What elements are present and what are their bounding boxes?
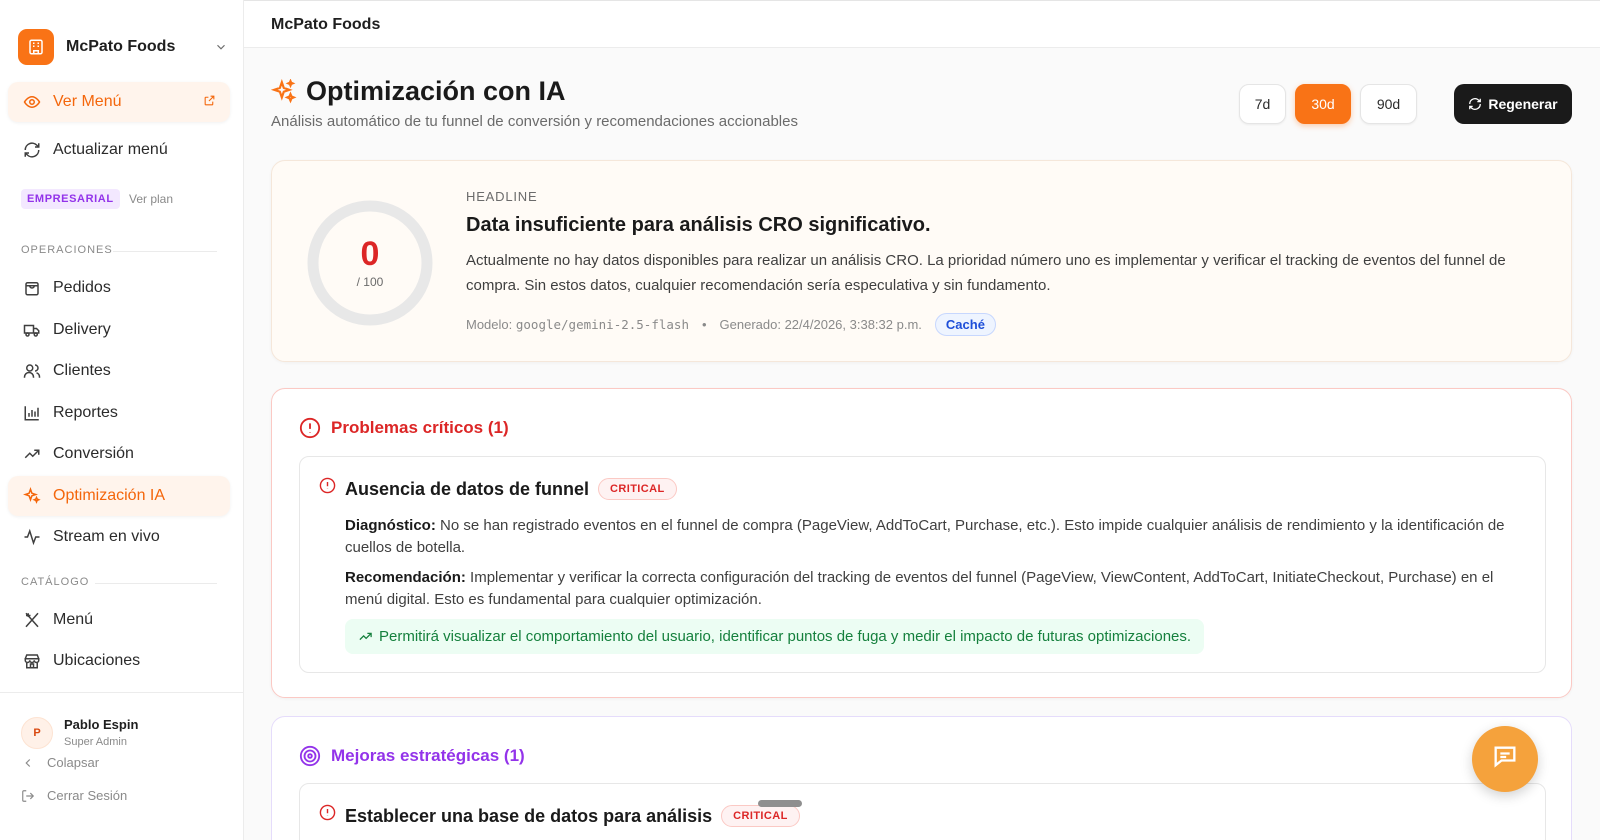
collapse-label: Colapsar: [47, 755, 100, 770]
sidebar: [0, 0, 244, 840]
issue-card: [299, 456, 1546, 673]
chevron-down-icon: [214, 40, 228, 59]
impact-text: Permitirá visualizar el comportamiento del usuario, identificar puntos de fuga y medir el impacto de futuras optimizaciones.: [379, 628, 1192, 645]
issue-title: [345, 478, 677, 500]
diagnosis-label: Diagnóstico:: [345, 517, 436, 534]
range-30d-button[interactable]: 30d: [1295, 84, 1351, 124]
sidebar-item-delivery[interactable]: [8, 310, 230, 350]
sidebar-item-menu[interactable]: [8, 600, 230, 640]
score-max: / 100: [356, 275, 384, 289]
sidebar-item-stream-en-vivo[interactable]: [8, 517, 230, 557]
avatar[interactable]: P: [21, 717, 53, 749]
user-role: Super Admin: [64, 736, 127, 748]
refresh-icon: [1468, 97, 1482, 111]
issue-title-text: Establecer una base de datos para análisis: [345, 805, 713, 826]
sidebar-item-label: Pedidos: [53, 279, 111, 296]
sparkles-icon: [271, 79, 297, 105]
shopping-bag-icon: [22, 278, 42, 298]
headline-title: Data insuficiente para análisis CRO significativo.: [466, 214, 931, 236]
sidebar-item-optimizacion-ia[interactable]: [8, 476, 230, 516]
sidebar-item-pedidos[interactable]: [8, 268, 230, 308]
severity-badge: CRITICAL: [598, 478, 677, 500]
range-7d-button[interactable]: 7d: [1239, 84, 1286, 124]
eye-icon: [22, 92, 42, 112]
sidebar-item-label: Clientes: [53, 362, 111, 379]
ver-menu-link[interactable]: [8, 82, 230, 122]
page-title: [271, 76, 798, 107]
strategic-section-label: Mejoras estratégicas (1): [331, 746, 525, 765]
activity-icon: [22, 527, 42, 547]
chevron-left-icon: [21, 756, 37, 770]
model-label: Modelo:: [466, 317, 513, 332]
brand-switcher[interactable]: [18, 28, 228, 66]
users-icon: [22, 361, 42, 381]
score-value: 0: [360, 235, 380, 273]
sidebar-item-conversion[interactable]: [8, 434, 230, 474]
utensils-icon: [22, 610, 42, 630]
headline-meta: [466, 313, 996, 336]
topbar-title: McPato Foods: [271, 16, 381, 33]
collapse-button[interactable]: [21, 755, 99, 770]
alert-circle-icon: [319, 804, 336, 826]
trending-up-icon: [22, 444, 42, 464]
target-icon: [299, 745, 321, 767]
actualizar-menu-button[interactable]: [8, 130, 230, 170]
sidebar-item-label: Reportes: [53, 404, 118, 421]
cache-badge: Caché: [935, 313, 996, 336]
page-header: [271, 76, 798, 130]
ver-plan-link[interactable]: Ver plan: [129, 192, 174, 206]
severity-badge: CRITICAL: [721, 805, 800, 827]
recommendation-body: Implementar y verificar la correcta configuración del tracking de eventos del funnel (PageView, ViewContent, AddToCart, InitiateCheckout, Purchase) en el menú digital. Esto es fundamental para cualquier optimización.: [345, 569, 1494, 608]
alert-circle-icon: [319, 477, 336, 499]
sidebar-item-label: Optimización IA: [53, 487, 166, 504]
critical-section-label: Problemas críticos (1): [331, 418, 509, 437]
divider: [113, 251, 217, 252]
diagnosis-text: [345, 515, 1515, 559]
critical-problems-card: [271, 388, 1572, 698]
headline-body: Actualmente no hay datos disponibles para realizar un análisis CRO. La prioridad número uno es implementar y verificar el tracking de eventos del funnel de compra. Sin estos datos, cualquier recomendación sería especulativa y sin fundamento.: [466, 252, 1506, 294]
brand-name: McPato Foods: [66, 38, 176, 55]
range-90d-button[interactable]: 90d: [1360, 84, 1417, 124]
sidebar-item-label: Menú: [53, 611, 94, 628]
regenerate-label: Regenerar: [1488, 96, 1558, 112]
logout-button[interactable]: [21, 788, 127, 803]
sparkles-icon: [22, 486, 42, 506]
sidebar-item-reportes[interactable]: [8, 393, 230, 433]
issue-title: [345, 805, 800, 827]
divider: [95, 583, 217, 584]
sidebar-footer: [0, 692, 244, 840]
sidebar-item-label: Delivery: [53, 321, 111, 338]
alert-circle-icon: [299, 417, 321, 439]
diagnosis-body: No se han registrado eventos en el funnel de compra (PageView, AddToCart, Purchase, etc.). Esto impide cualquier análisis de rendimiento y la identificación de cuellos de botella.: [345, 517, 1505, 556]
bar-chart-icon: [22, 403, 42, 423]
chat-icon: [1491, 743, 1519, 776]
store-icon: [22, 651, 42, 671]
page-title-text: Optimización con IA: [306, 76, 566, 106]
drag-handle[interactable]: [758, 800, 802, 807]
headline-label: HEADLINE: [466, 189, 538, 204]
chat-button[interactable]: [1472, 726, 1538, 792]
generated-at: Generado: 22/4/2026, 3:38:32 p.m.: [719, 317, 922, 332]
refresh-icon: [22, 140, 42, 160]
section-label-operaciones: OPERACIONES: [21, 244, 113, 256]
external-link-icon: [203, 94, 216, 112]
recommendation-label: Recomendación:: [345, 569, 466, 586]
issue-title-text: Ausencia de datos de funnel: [345, 478, 590, 499]
issue-card: [299, 783, 1546, 840]
recommendation-text: [345, 567, 1515, 611]
sidebar-item-label: Stream en vivo: [53, 528, 160, 545]
actualizar-menu-label: Actualizar menú: [53, 141, 168, 158]
truck-icon: [22, 320, 42, 340]
strategic-section-title: [299, 745, 525, 767]
ver-menu-label: Ver Menú: [53, 93, 122, 110]
logout-icon: [21, 789, 37, 803]
sidebar-item-label: Conversión: [53, 445, 134, 462]
separator-dot: •: [701, 317, 707, 332]
topbar: [244, 0, 1600, 48]
headline-card: [271, 160, 1572, 362]
page-subtitle: Análisis automático de tu funnel de conversión y recomendaciones accionables: [271, 113, 798, 130]
main-content: [244, 48, 1600, 840]
model-name: google/gemini-2.5-flash: [515, 317, 689, 332]
sidebar-item-ubicaciones[interactable]: [8, 641, 230, 681]
section-label-catalogo: CATÁLOGO: [21, 576, 90, 588]
user-name: Pablo Espin: [64, 717, 139, 732]
critical-section-title: [299, 417, 509, 439]
plan-badge: EMPRESARIAL: [21, 189, 120, 209]
impact-note: [345, 619, 1204, 654]
strategic-improvements-card: [271, 716, 1572, 840]
sidebar-item-label: Ubicaciones: [53, 652, 141, 669]
regenerate-button[interactable]: [1454, 84, 1572, 124]
sidebar-item-clientes[interactable]: [8, 351, 230, 391]
trending-up-icon: [358, 629, 373, 644]
store-logo-icon: [18, 29, 54, 65]
logout-label: Cerrar Sesión: [47, 788, 128, 803]
